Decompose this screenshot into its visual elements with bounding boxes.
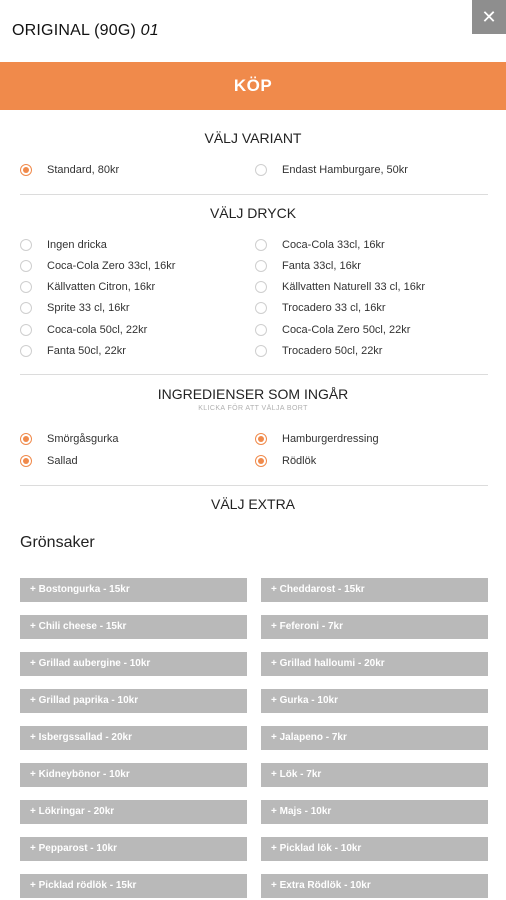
radio-icon[interactable] [255, 164, 267, 176]
variant-option[interactable]: Standard, 80kr [20, 162, 119, 178]
extra-button[interactable]: + Grillad paprika - 10kr [20, 689, 247, 713]
radio-selected-icon[interactable] [20, 455, 32, 467]
radio-selected-icon[interactable] [255, 433, 267, 445]
drink-option[interactable]: Coca-Cola Zero 33cl, 16kr [20, 258, 175, 274]
extra-button[interactable]: + Jalapeno - 7kr [261, 726, 488, 750]
drink-option[interactable]: Coca-Cola Zero 50cl, 22kr [255, 322, 410, 338]
radio-icon[interactable] [20, 239, 32, 251]
radio-icon[interactable] [20, 281, 32, 293]
ingredient-option[interactable]: Rödlök [255, 453, 316, 469]
ingredient-option[interactable]: Hamburgerdressing [255, 431, 379, 447]
radio-icon[interactable] [20, 345, 32, 357]
ingredient-option[interactable]: Smörgåsgurka [20, 431, 119, 447]
extra-button[interactable]: + Feferoni - 7kr [261, 615, 488, 639]
extra-button[interactable]: + Bostongurka - 15kr [20, 578, 247, 602]
extra-button[interactable]: + Cheddarost - 15kr [261, 578, 488, 602]
radio-icon[interactable] [255, 302, 267, 314]
ingredients-subtitle: KLICKA FÖR ATT VÄLJA BORT [198, 405, 308, 412]
extra-button[interactable]: + Majs - 10kr [261, 800, 488, 824]
radio-icon[interactable] [20, 260, 32, 272]
drink-option[interactable]: Trocadero 33 cl, 16kr [255, 300, 386, 316]
modal-header [0, 0, 506, 62]
variant-option[interactable]: Endast Hamburgare, 50kr [255, 162, 408, 178]
extra-title: VÄLJ EXTRA [210, 496, 296, 512]
extra-button[interactable]: + Lökringar - 20kr [20, 800, 247, 824]
extra-button[interactable]: + Picklad rödlök - 15kr [20, 874, 247, 898]
radio-icon[interactable] [255, 260, 267, 272]
buy-button[interactable]: KÖP [0, 62, 506, 110]
drink-option[interactable]: Sprite 33 cl, 16kr [20, 300, 130, 316]
extra-button[interactable]: + Gurka - 10kr [261, 689, 488, 713]
extra-button[interactable]: + Grillad halloumi - 20kr [261, 652, 488, 676]
extra-button[interactable]: + Lök - 7kr [261, 763, 488, 787]
extra-button[interactable]: + Kidneybönor - 10kr [20, 763, 247, 787]
extra-button[interactable]: + Isbergssallad - 20kr [20, 726, 247, 750]
close-icon[interactable]: ✕ [472, 0, 506, 34]
drink-option[interactable]: Fanta 50cl, 22kr [20, 343, 126, 359]
ingredient-option[interactable]: Sallad [20, 453, 78, 469]
extra-button[interactable]: + Picklad lök - 10kr [261, 837, 488, 861]
radio-selected-icon[interactable] [20, 433, 32, 445]
radio-icon[interactable] [255, 324, 267, 336]
product-title: ORIGINAL (90G) 01 [12, 22, 159, 39]
extra-button[interactable]: + Grillad aubergine - 10kr [20, 652, 247, 676]
extra-group-label: Grönsaker [20, 534, 95, 551]
radio-selected-icon[interactable] [20, 164, 32, 176]
drink-option[interactable]: Coca-cola 50cl, 22kr [20, 322, 147, 338]
radio-icon[interactable] [20, 324, 32, 336]
drink-option[interactable]: Fanta 33cl, 16kr [255, 258, 361, 274]
divider [20, 194, 488, 195]
drink-option[interactable]: Coca-Cola 33cl, 16kr [255, 237, 385, 253]
extra-button[interactable]: + Extra Rödlök - 10kr [261, 874, 488, 898]
drink-title: VÄLJ DRYCK [209, 205, 297, 221]
variant-title: VÄLJ VARIANT [204, 130, 302, 146]
extra-button[interactable]: + Chili cheese - 15kr [20, 615, 247, 639]
radio-icon[interactable] [255, 281, 267, 293]
radio-icon[interactable] [20, 302, 32, 314]
ingredients-title: INGREDIENSER SOM INGÅR [157, 386, 349, 402]
radio-icon[interactable] [255, 345, 267, 357]
radio-selected-icon[interactable] [255, 455, 267, 467]
extra-button[interactable]: + Pepparost - 10kr [20, 837, 247, 861]
divider [20, 374, 488, 375]
drink-option[interactable]: Källvatten Citron, 16kr [20, 279, 155, 295]
drink-option[interactable]: Ingen dricka [20, 237, 107, 253]
drink-option[interactable]: Trocadero 50cl, 22kr [255, 343, 382, 359]
drink-option[interactable]: Källvatten Naturell 33 cl, 16kr [255, 279, 425, 295]
divider [20, 485, 488, 486]
radio-icon[interactable] [255, 239, 267, 251]
